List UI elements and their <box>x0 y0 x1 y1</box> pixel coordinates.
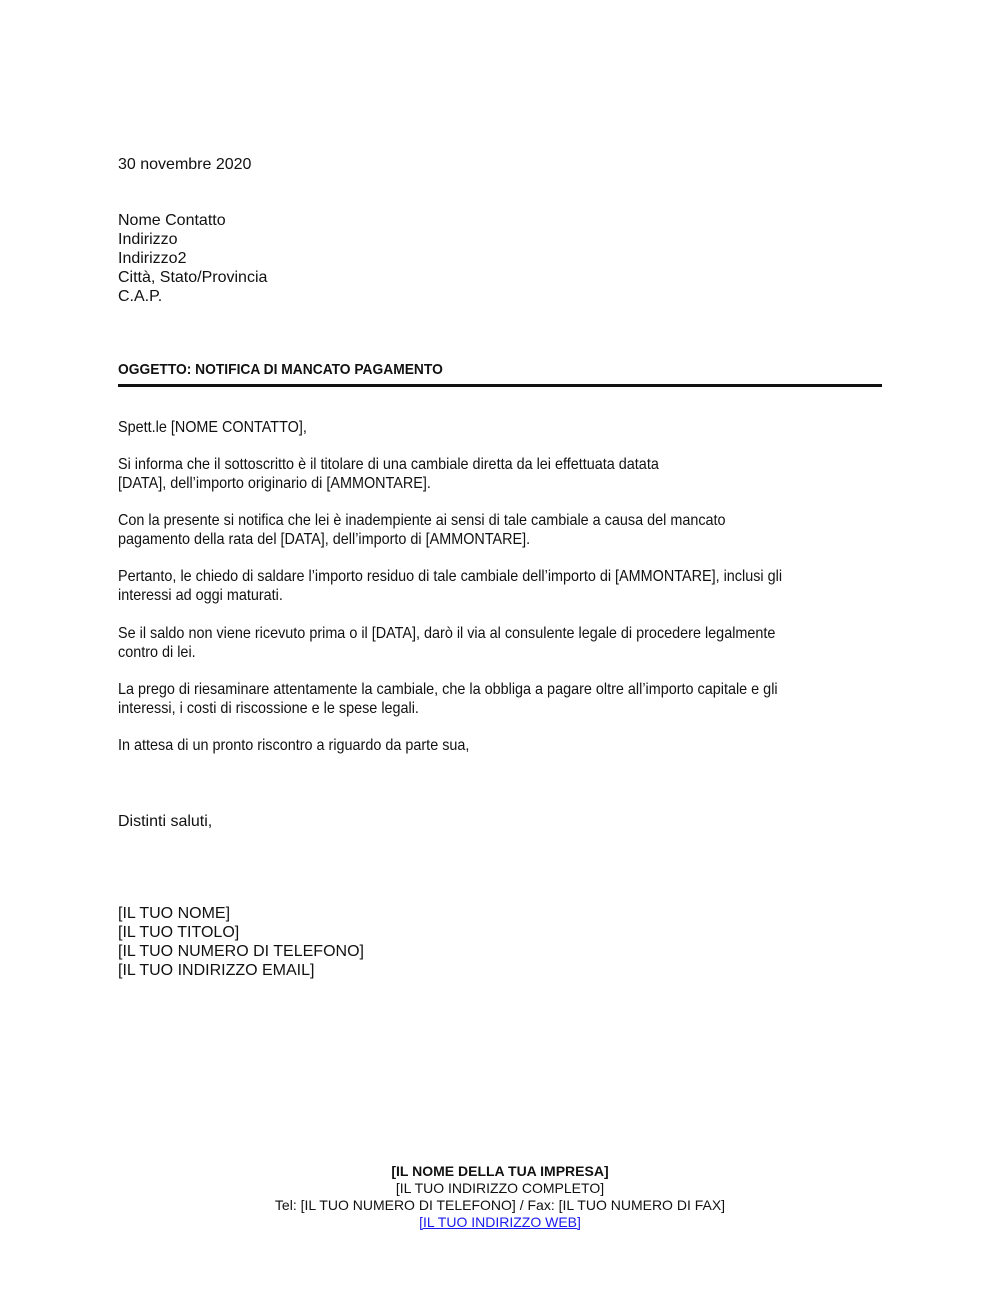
paragraph-line: Si informa che il sottoscritto è il titolare di una cambiale diretta da lei effettuata datata <box>118 456 659 473</box>
signature-title: [IL TUO TITOLO] <box>118 924 240 941</box>
footer-company-name: [IL NOME DELLA TUA IMPRESA] <box>391 1163 609 1179</box>
body-paragraph-3 <box>118 567 782 605</box>
recipient-address-line1: Indirizzo <box>118 231 178 248</box>
signature-email: [IL TUO INDIRIZZO EMAIL] <box>118 962 315 979</box>
letter-date: 30 novembre 2020 <box>118 156 252 173</box>
letter-subject: OGGETTO: NOTIFICA DI MANCATO PAGAMENTO <box>118 361 443 378</box>
footer-address: [IL TUO INDIRIZZO COMPLETO] <box>395 1180 605 1196</box>
body-paragraph-6 <box>118 736 469 755</box>
recipient-city-state: Città, Stato/Provincia <box>118 269 268 286</box>
paragraph-line: La prego di riesaminare attentamente la cambiale, che la obbliga a pagare oltre all’importo capitale e gli <box>118 681 778 698</box>
body-paragraph-4 <box>118 624 775 662</box>
signature-phone: [IL TUO NUMERO DI TELEFONO] <box>118 943 364 960</box>
recipient-address-block <box>118 211 267 306</box>
body-paragraph-2 <box>118 511 726 549</box>
paragraph-line: pagamento della rata del [DATA], dell’importo di [AMMONTARE]. <box>118 531 531 548</box>
paragraph-line: interessi, i costi di riscossione e le spese legali. <box>118 700 419 717</box>
recipient-address-line2: Indirizzo2 <box>118 250 187 267</box>
paragraph-line: Con la presente si notifica che lei è inadempiente ai sensi di tale cambiale a causa del mancato <box>118 512 726 529</box>
body-paragraph-1 <box>118 455 659 493</box>
paragraph-line: [DATA], dell’importo originario di [AMMONTARE]. <box>118 475 431 492</box>
footer-website-link[interactable]: [IL TUO INDIRIZZO WEB] <box>419 1214 581 1230</box>
signature-name: [IL TUO NOME] <box>118 905 231 922</box>
body-paragraph-5 <box>118 680 778 718</box>
paragraph-line: In attesa di un pronto riscontro a riguardo da parte sua, <box>118 737 470 754</box>
signature-block <box>118 904 364 980</box>
paragraph-line: contro di lei. <box>118 644 196 661</box>
recipient-zip: C.A.P. <box>118 288 163 305</box>
letter-closing: Distinti saluti, <box>118 813 213 830</box>
letter-greeting: Spett.le [NOME CONTATTO], <box>118 419 307 436</box>
letterhead-footer <box>0 1163 1000 1231</box>
paragraph-line: interessi ad oggi maturati. <box>118 587 283 604</box>
paragraph-line: Pertanto, le chiedo di saldare l’importo residuo di tale cambiale dell’importo di [AMMONTARE], inclusi gli <box>118 568 783 585</box>
footer-contact: Tel: [IL TUO NUMERO DI TELEFONO] / Fax: [IL TUO NUMERO DI FAX] <box>274 1197 726 1213</box>
paragraph-line: Se il saldo non viene ricevuto prima o il [DATA], darò il via al consulente legale di procedere legalmente <box>118 625 776 642</box>
recipient-name: Nome Contatto <box>118 212 226 229</box>
subject-divider <box>118 384 882 387</box>
